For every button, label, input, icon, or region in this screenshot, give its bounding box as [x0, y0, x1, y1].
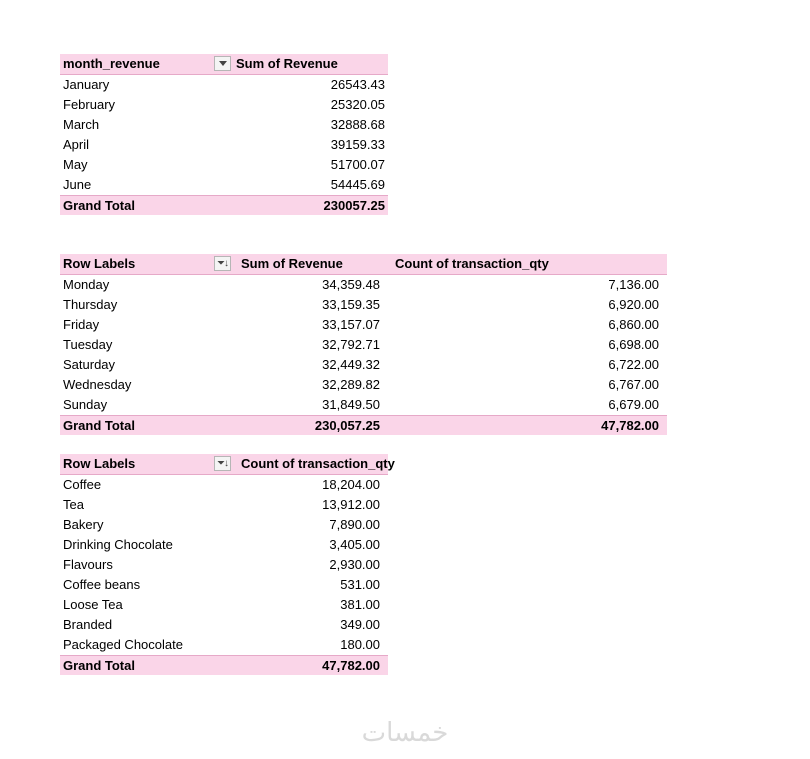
count-value: 6,860.00: [608, 317, 659, 332]
grand-total-value: 47,782.00: [322, 658, 380, 673]
row-label: Saturday: [63, 357, 116, 372]
filter-sort-icon: ⏷↓: [217, 458, 228, 469]
row-label: Monday: [63, 277, 110, 292]
table-row: [60, 635, 388, 655]
table-row: [60, 175, 388, 195]
revenue-value: 32,449.32: [322, 357, 380, 372]
table-row: [60, 555, 388, 575]
count-value: 2,930.00: [329, 557, 380, 572]
count-transaction-qty-header: Count of transaction_qty: [395, 256, 549, 271]
table-row: [60, 575, 388, 595]
revenue-value: 32,792.71: [322, 337, 380, 352]
watermark-logo: خمسات: [361, 718, 449, 748]
grand-total-row: [60, 415, 667, 435]
row-label: Tea: [63, 497, 84, 512]
sum-revenue-header: Sum of Revenue: [241, 256, 343, 271]
row-label: Loose Tea: [63, 597, 123, 612]
table-row: [60, 515, 388, 535]
count-transaction-qty-header: Count of transaction_qty: [241, 456, 395, 471]
table-row: [60, 595, 388, 615]
row-label: Packaged Chocolate: [63, 637, 183, 652]
revenue-value: 33,159.35: [322, 297, 380, 312]
table-row: [60, 135, 388, 155]
table-row: [60, 615, 388, 635]
count-value: 7,890.00: [329, 517, 380, 532]
pivot-header-row: [60, 454, 395, 475]
filter-sort-icon: ⏷↓: [217, 258, 228, 269]
revenue-value: 31,849.50: [322, 397, 380, 412]
pivot-table-product-category-qty: [60, 454, 395, 675]
count-value: 13,912.00: [322, 497, 380, 512]
count-value: 18,204.00: [322, 477, 380, 492]
pivot-table-weekday-revenue: [60, 254, 667, 435]
count-value: 6,920.00: [608, 297, 659, 312]
row-label: Flavours: [63, 557, 113, 572]
revenue-value: 34,359.48: [322, 277, 380, 292]
row-label: June: [63, 177, 92, 192]
table-row: [60, 495, 388, 515]
count-value: 3,405.00: [329, 537, 380, 552]
row-label: May: [63, 157, 88, 172]
table-row: [60, 155, 388, 175]
grand-total-count: 47,782.00: [601, 418, 659, 433]
row-label: Thursday: [63, 297, 118, 312]
pivot-header-row: [60, 54, 388, 75]
row-label: March: [63, 117, 100, 132]
pivot-table-month-revenue: [60, 54, 388, 215]
table-row: [60, 115, 388, 135]
revenue-value: 32,289.82: [322, 377, 380, 392]
table-row: [60, 475, 388, 495]
grand-total-row: [60, 655, 388, 675]
table-row: [60, 375, 667, 395]
grand-total-revenue: 230,057.25: [314, 418, 380, 433]
grand-total-row: [60, 195, 388, 215]
sum-revenue-header: Sum of Revenue: [236, 56, 338, 71]
filter-dropdown-button[interactable]: [214, 56, 231, 71]
table-row: [60, 295, 667, 315]
row-label: Drinking Chocolate: [63, 537, 173, 552]
row-label: February: [63, 97, 116, 112]
table-row: [60, 535, 388, 555]
row-label: Coffee beans: [63, 577, 141, 592]
row-label: Sunday: [63, 397, 108, 412]
count-value: 7,136.00: [608, 277, 659, 292]
filter-sort-button[interactable]: [214, 256, 231, 271]
row-label: Coffee: [63, 477, 102, 492]
row-label: Tuesday: [63, 337, 113, 352]
table-row: [60, 75, 388, 95]
row-label: Wednesday: [63, 377, 132, 392]
count-value: 180.00: [340, 637, 380, 652]
dropdown-arrow-icon: [219, 61, 227, 66]
revenue-value: 26543.43: [330, 77, 385, 92]
grand-total-label: Grand Total: [63, 418, 135, 433]
table-row: [60, 315, 667, 335]
revenue-value: 54445.69: [330, 177, 385, 192]
revenue-value: 33,157.07: [322, 317, 380, 332]
grand-total-value: 230057.25: [323, 198, 385, 213]
table-row: [60, 355, 667, 375]
row-labels-header: Row Labels: [63, 256, 136, 271]
count-value: 531.00: [340, 577, 380, 592]
row-label: Bakery: [63, 517, 104, 532]
count-value: 6,698.00: [608, 337, 659, 352]
filter-sort-button[interactable]: [214, 456, 231, 471]
row-label: Branded: [63, 617, 113, 632]
count-value: 6,767.00: [608, 377, 659, 392]
count-value: 6,722.00: [608, 357, 659, 372]
row-labels-header: Row Labels: [63, 456, 136, 471]
count-value: 349.00: [340, 617, 380, 632]
revenue-value: 39159.33: [330, 137, 385, 152]
row-label: April: [63, 137, 90, 152]
grand-total-label: Grand Total: [63, 198, 135, 213]
count-value: 381.00: [340, 597, 380, 612]
row-labels-header: month_revenue: [63, 56, 160, 71]
table-row: [60, 275, 667, 295]
revenue-value: 32888.68: [330, 117, 385, 132]
row-label: January: [63, 77, 110, 92]
grand-total-label: Grand Total: [63, 658, 135, 673]
revenue-value: 25320.05: [330, 97, 385, 112]
pivot-header-row: [60, 254, 667, 275]
table-row: [60, 95, 388, 115]
table-row: [60, 395, 667, 415]
table-row: [60, 335, 667, 355]
row-label: Friday: [63, 317, 100, 332]
count-value: 6,679.00: [608, 397, 659, 412]
revenue-value: 51700.07: [330, 157, 385, 172]
